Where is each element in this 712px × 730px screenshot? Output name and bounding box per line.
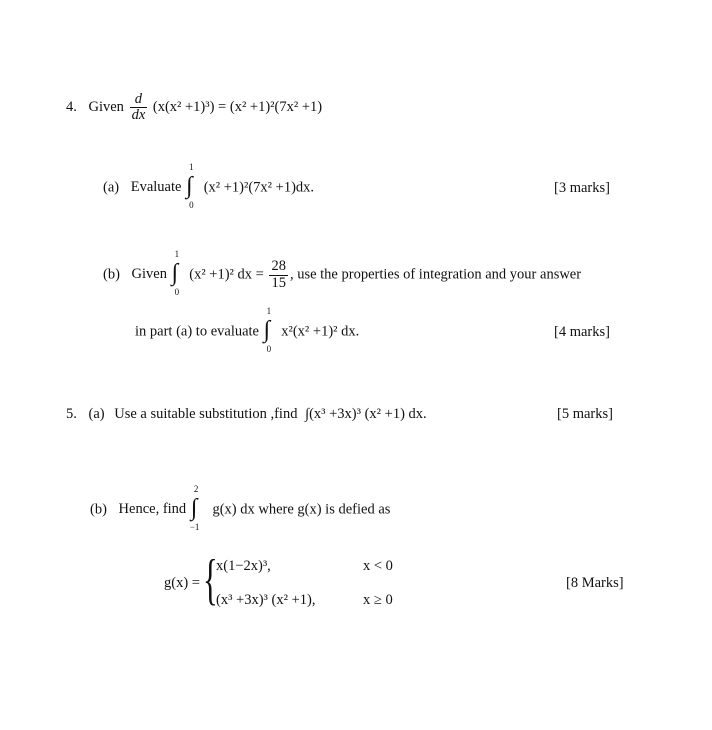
q5b-expr: g(x) dx where g(x) is defied as [212, 501, 391, 518]
integral-sign-icon: ∫ [263, 317, 271, 343]
q4b-line2 [135, 306, 360, 354]
q4b2-integral [263, 306, 277, 354]
q4b2-expr: x²(x² +1)² dx. [281, 323, 360, 340]
integral-sign-icon: ∫ [190, 495, 198, 521]
q5a-expr: ∫(x³ +3x)³ (x² +1) dx. [305, 406, 427, 422]
q4a-integral [185, 162, 199, 210]
q4b2-upper: 1 [266, 306, 272, 316]
q5a-text: Use a suitable substitution ,find [114, 406, 298, 422]
q4a-marks: [3 marks] [554, 180, 610, 196]
q4-deriv-num: d [134, 91, 143, 107]
q5a-marks: [5 marks] [557, 406, 613, 422]
q4b-line [103, 249, 582, 297]
q4b-line2-text: in part (a) to evaluate [135, 323, 259, 340]
q5-number: 5. [66, 406, 77, 422]
q4-line [66, 92, 322, 123]
q5b-lower: −1 [189, 522, 200, 532]
q4-derivative [130, 92, 148, 123]
q4a-label: (a) [103, 179, 120, 196]
piecewise-brace-icon: { [203, 549, 218, 611]
case1-cond: x < 0 [363, 558, 393, 574]
q4b-frac-den: 15 [271, 274, 286, 291]
q4b-marks: [4 marks] [554, 324, 610, 340]
q4b-expr: (x² +1)² dx = [189, 266, 264, 283]
case2-expr: (x³ +3x)³ (x² +1), [216, 592, 316, 608]
q5a-label: (a) [88, 406, 105, 422]
q4b-tail: , use the properties of integration and your answer [289, 266, 582, 283]
q4-number: 4. [66, 99, 77, 116]
integral-sign-icon: ∫ [171, 260, 179, 286]
q5b-line [90, 484, 391, 532]
g-label: g(x) = [164, 575, 200, 591]
q4a-text: Evaluate [130, 179, 182, 196]
q4b-text: Given [131, 266, 167, 283]
case1-expr: x(1−2x)³, [216, 558, 271, 574]
q4b-upper: 1 [174, 249, 180, 259]
q5b-label: (b) [90, 501, 107, 518]
q4b-lower: 0 [174, 287, 180, 297]
q4a-line [103, 162, 315, 210]
q4b2-lower: 0 [266, 344, 272, 354]
q5b-marks: [8 Marks] [566, 575, 624, 591]
q4a-upper: 1 [189, 162, 194, 172]
integral-sign-icon: ∫ [186, 173, 193, 199]
case2-cond: x ≥ 0 [363, 592, 393, 608]
q4b-fraction [269, 259, 288, 290]
q4-deriv-den: dx [131, 107, 146, 124]
q4-given-rhs: (x(x² +1)³) = (x² +1)²(7x² +1) [152, 99, 323, 116]
q5b-upper: 2 [193, 484, 199, 494]
q4-intro: Given [88, 99, 124, 116]
q4b-label: (b) [103, 266, 120, 283]
q5b-integral [189, 484, 208, 532]
q4b-frac-num: 28 [271, 258, 286, 275]
q5a-line [66, 406, 427, 423]
q4b-integral [171, 249, 185, 297]
q4a-lower: 0 [189, 200, 194, 210]
q4a-expr: (x² +1)²(7x² +1)dx. [203, 179, 315, 196]
q5b-text: Hence, find [118, 501, 187, 518]
